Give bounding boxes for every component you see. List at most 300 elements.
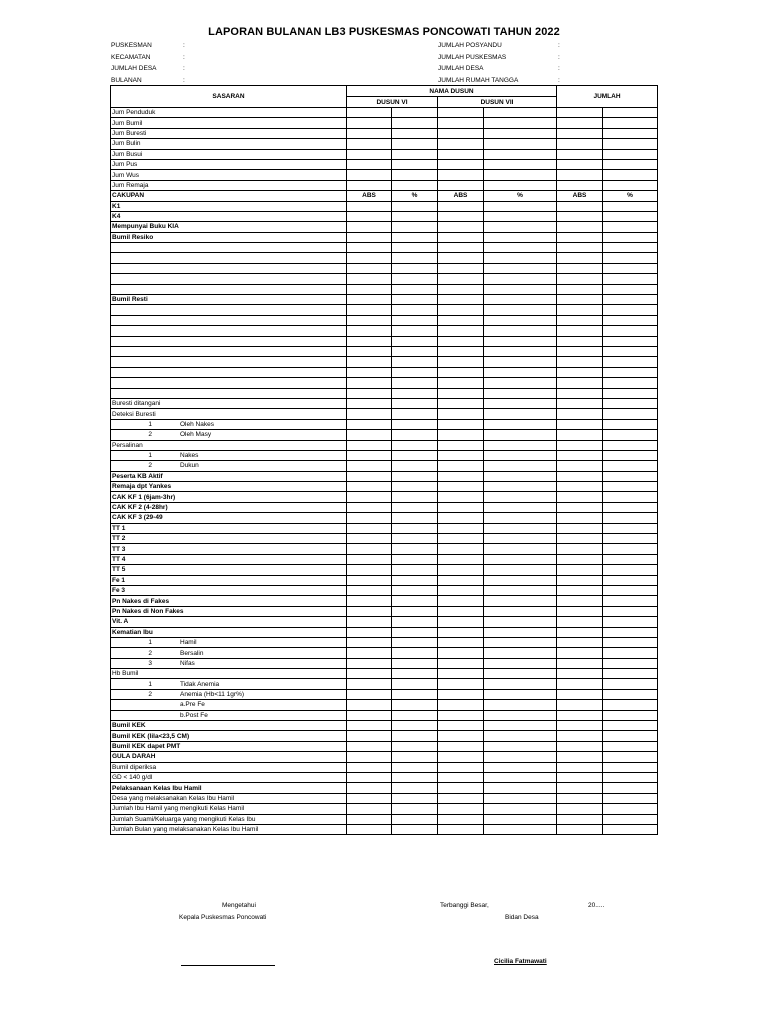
- value-cell: [438, 315, 484, 325]
- value-cell: [603, 700, 658, 710]
- value-cell: [438, 108, 484, 118]
- table-row: [111, 128, 658, 138]
- value-cell: [557, 679, 603, 689]
- value-cell: [484, 388, 557, 398]
- value-cell: [557, 305, 603, 315]
- value-cell: [484, 326, 557, 336]
- sub-label: Oleh Nakes: [180, 420, 214, 428]
- value-cell: [603, 554, 658, 564]
- value-cell: [603, 669, 658, 679]
- table-row: [111, 440, 658, 450]
- value-cell: [484, 108, 557, 118]
- value-cell: [603, 346, 658, 356]
- value-cell: [347, 492, 392, 502]
- value-cell: [484, 139, 557, 149]
- value-cell: [392, 824, 438, 834]
- table-row: [111, 492, 658, 502]
- meta-label: KECAMATAN: [111, 53, 151, 61]
- table-row: [111, 367, 658, 377]
- value-cell: [392, 658, 438, 668]
- value-cell: [603, 627, 658, 637]
- report-table: [110, 85, 658, 835]
- table-row: [111, 575, 658, 585]
- value-cell: [557, 253, 603, 263]
- value-cell: [557, 357, 603, 367]
- table-row: [111, 346, 658, 356]
- value-cell: [603, 482, 658, 492]
- value-cell: [438, 378, 484, 388]
- value-cell: [347, 128, 392, 138]
- meta-row: [438, 40, 568, 52]
- sasaran-cell: [111, 689, 347, 699]
- value-cell: [347, 752, 392, 762]
- value-cell: [438, 398, 484, 408]
- table-row: [111, 669, 658, 679]
- value-cell: [603, 159, 658, 169]
- value-cell: [603, 419, 658, 429]
- value-cell: [557, 263, 603, 273]
- value-cell: [347, 305, 392, 315]
- meta-row: [438, 52, 568, 64]
- value-cell: [438, 222, 484, 232]
- value-cell: [392, 295, 438, 305]
- sasaran-cell: [111, 284, 347, 294]
- value-cell: [438, 159, 484, 169]
- value-cell: [392, 253, 438, 263]
- table-row: [111, 409, 658, 419]
- sasaran-cell: [111, 315, 347, 325]
- value-cell: [438, 513, 484, 523]
- value-cell: [438, 139, 484, 149]
- value-cell: [557, 804, 603, 814]
- value-cell: [392, 627, 438, 637]
- value-cell: [484, 534, 557, 544]
- value-cell: [557, 388, 603, 398]
- value-cell: [392, 274, 438, 284]
- value-cell: [484, 471, 557, 481]
- value-cell: [557, 336, 603, 346]
- value-cell: [484, 773, 557, 783]
- header-dusun-vii: DUSUN VII: [438, 97, 557, 108]
- mengetahui-label: Mengetahui: [222, 902, 256, 909]
- sub-label: Nakes: [180, 452, 199, 460]
- value-cell: [438, 710, 484, 720]
- sasaran-cell: [111, 326, 347, 336]
- value-cell: [603, 180, 658, 190]
- sasaran-cell: Bumil Resti: [111, 295, 347, 305]
- sasaran-cell: TT 3: [111, 544, 347, 554]
- value-cell: [347, 450, 392, 460]
- value-cell: [392, 773, 438, 783]
- value-cell: [438, 367, 484, 377]
- sub-number: 1: [148, 420, 152, 428]
- value-cell: [392, 159, 438, 169]
- value-cell: [557, 783, 603, 793]
- meta-row: [111, 40, 193, 52]
- value-cell: [438, 824, 484, 834]
- kepala-signature-line: [181, 965, 275, 966]
- value-cell: [347, 284, 392, 294]
- value-cell: [603, 222, 658, 232]
- value-cell: [347, 378, 392, 388]
- value-cell: [347, 149, 392, 159]
- value-cell: [603, 263, 658, 273]
- value-cell: [438, 617, 484, 627]
- sasaran-cell: CAKUPAN: [111, 191, 347, 201]
- value-cell: [557, 274, 603, 284]
- value-cell: [392, 596, 438, 606]
- value-cell: [347, 575, 392, 585]
- table-row: [111, 305, 658, 315]
- value-cell: [557, 721, 603, 731]
- value-cell: [603, 461, 658, 471]
- value-cell: [557, 762, 603, 772]
- value-cell: [392, 554, 438, 564]
- value-cell: [392, 585, 438, 595]
- value-cell: [484, 461, 557, 471]
- value-cell: [603, 648, 658, 658]
- value-cell: [557, 658, 603, 668]
- value-cell: [557, 409, 603, 419]
- table-row: [111, 731, 658, 741]
- table-row: [111, 326, 658, 336]
- table-row: [111, 315, 658, 325]
- value-cell: [557, 450, 603, 460]
- sasaran-cell: Deteksi Buresti: [111, 409, 347, 419]
- sasaran-cell: Jum Pus: [111, 159, 347, 169]
- value-cell: [603, 617, 658, 627]
- value-cell: [347, 180, 392, 190]
- sasaran-cell: CAK KF 3 (29-49: [111, 513, 347, 523]
- value-cell: [438, 669, 484, 679]
- value-cell: [557, 180, 603, 190]
- value-cell: [438, 793, 484, 803]
- value-cell: [484, 482, 557, 492]
- value-cell: [557, 741, 603, 751]
- value-cell: [438, 606, 484, 616]
- value-cell: [392, 409, 438, 419]
- value-cell: [392, 108, 438, 118]
- value-cell: [557, 523, 603, 533]
- value-cell: [557, 471, 603, 481]
- value-cell: [484, 523, 557, 533]
- sasaran-cell: Jumlah Bulan yang melaksanakan Kelas Ibu Hamil: [111, 824, 347, 834]
- sub-label: Tidak Anemia: [180, 680, 220, 688]
- value-cell: [392, 232, 438, 242]
- value-cell: [392, 222, 438, 232]
- value-cell: [484, 648, 557, 658]
- value-cell: [484, 627, 557, 637]
- value-cell: [347, 565, 392, 575]
- value-cell: [347, 253, 392, 263]
- value-cell: [438, 461, 484, 471]
- value-cell: [603, 357, 658, 367]
- value-cell: [392, 814, 438, 824]
- sasaran-cell: [111, 243, 347, 253]
- value-cell: [347, 295, 392, 305]
- table-row: [111, 232, 658, 242]
- value-cell: [347, 430, 392, 440]
- value-cell: [347, 689, 392, 699]
- sub-label: Oleh Masy: [180, 431, 212, 439]
- value-cell: [484, 783, 557, 793]
- bidan-name: Cicilia Fatmawati: [494, 958, 547, 965]
- value-cell: [347, 170, 392, 180]
- value-cell: [347, 700, 392, 710]
- table-row: [111, 710, 658, 720]
- value-cell: [603, 471, 658, 481]
- sasaran-cell: [111, 648, 347, 658]
- value-cell: [484, 211, 557, 221]
- sasaran-cell: Bumil KEK: [111, 721, 347, 731]
- value-cell: [438, 627, 484, 637]
- value-cell: [392, 700, 438, 710]
- value-cell: [603, 773, 658, 783]
- table-row: [111, 398, 658, 408]
- value-cell: [438, 721, 484, 731]
- table-row: [111, 482, 658, 492]
- value-cell: [392, 346, 438, 356]
- sub-number: 1: [148, 452, 152, 460]
- value-cell: [484, 201, 557, 211]
- meta-row: [111, 52, 193, 64]
- value-cell: [603, 118, 658, 128]
- value-cell: [557, 689, 603, 699]
- sasaran-cell: Bumil Resiko: [111, 232, 347, 242]
- report-title: LAPORAN BULANAN LB3 PUSKESMAS PONCOWATI TAHUN 2022: [208, 26, 560, 38]
- value-cell: [603, 128, 658, 138]
- value-cell: [484, 596, 557, 606]
- meta-right: [438, 40, 568, 86]
- value-cell: [392, 450, 438, 460]
- value-cell: [392, 575, 438, 585]
- table-row: [111, 159, 658, 169]
- sasaran-cell: K1: [111, 201, 347, 211]
- meta-label: JUMLAH DESA: [438, 65, 484, 72]
- value-cell: [347, 388, 392, 398]
- value-cell: [557, 617, 603, 627]
- value-cell: [392, 398, 438, 408]
- value-cell: %: [603, 191, 658, 201]
- value-cell: [484, 585, 557, 595]
- value-cell: [603, 741, 658, 751]
- value-cell: [392, 752, 438, 762]
- value-cell: [557, 139, 603, 149]
- value-cell: [392, 378, 438, 388]
- value-cell: [347, 326, 392, 336]
- value-cell: [438, 450, 484, 460]
- value-cell: [484, 409, 557, 419]
- value-cell: [438, 149, 484, 159]
- value-cell: [557, 534, 603, 544]
- table-row: [111, 419, 658, 429]
- meta-row: [438, 63, 568, 75]
- table-row: [111, 783, 658, 793]
- value-cell: [347, 814, 392, 824]
- value-cell: [557, 669, 603, 679]
- value-cell: [484, 804, 557, 814]
- value-cell: [438, 326, 484, 336]
- value-cell: [557, 606, 603, 616]
- value-cell: [603, 108, 658, 118]
- table-row: [111, 523, 658, 533]
- sasaran-cell: Jum Remaja: [111, 180, 347, 190]
- table-row: [111, 170, 658, 180]
- table-row: [111, 263, 658, 273]
- value-cell: [392, 648, 438, 658]
- value-cell: [603, 814, 658, 824]
- value-cell: [603, 232, 658, 242]
- value-cell: [557, 814, 603, 824]
- sasaran-cell: Fe 3: [111, 585, 347, 595]
- value-cell: [392, 461, 438, 471]
- value-cell: [557, 419, 603, 429]
- table-row: [111, 253, 658, 263]
- value-cell: [438, 648, 484, 658]
- sasaran-cell: TT 2: [111, 534, 347, 544]
- value-cell: [392, 284, 438, 294]
- value-cell: [392, 606, 438, 616]
- value-cell: [438, 305, 484, 315]
- value-cell: [347, 523, 392, 533]
- sasaran-cell: [111, 679, 347, 689]
- value-cell: [484, 544, 557, 554]
- value-cell: [438, 575, 484, 585]
- value-cell: [392, 357, 438, 367]
- value-cell: [557, 315, 603, 325]
- value-cell: [347, 679, 392, 689]
- table-row: [111, 762, 658, 772]
- value-cell: [603, 295, 658, 305]
- sasaran-cell: Vit. A: [111, 617, 347, 627]
- value-cell: [603, 253, 658, 263]
- value-cell: [557, 544, 603, 554]
- table-row: [111, 139, 658, 149]
- value-cell: %: [484, 191, 557, 201]
- value-cell: [603, 201, 658, 211]
- value-cell: [438, 544, 484, 554]
- value-cell: [392, 565, 438, 575]
- table-row: [111, 793, 658, 803]
- value-cell: [603, 544, 658, 554]
- header-sasaran: SASARAN: [111, 86, 347, 108]
- value-cell: [557, 211, 603, 221]
- value-cell: [438, 658, 484, 668]
- value-cell: [484, 159, 557, 169]
- value-cell: [438, 585, 484, 595]
- value-cell: [347, 367, 392, 377]
- sasaran-cell: Kematian Ibu: [111, 627, 347, 637]
- value-cell: [603, 388, 658, 398]
- meta-colon: :: [183, 76, 185, 84]
- value-cell: [347, 710, 392, 720]
- value-cell: [392, 762, 438, 772]
- value-cell: [484, 814, 557, 824]
- value-cell: [603, 450, 658, 460]
- value-cell: [438, 409, 484, 419]
- value-cell: [484, 315, 557, 325]
- value-cell: [347, 627, 392, 637]
- value-cell: [557, 440, 603, 450]
- value-cell: [484, 700, 557, 710]
- value-cell: [557, 793, 603, 803]
- value-cell: [484, 824, 557, 834]
- table-row: [111, 721, 658, 731]
- value-cell: [347, 201, 392, 211]
- value-cell: [603, 305, 658, 315]
- table-row: [111, 149, 658, 159]
- value-cell: [603, 284, 658, 294]
- sasaran-cell: [111, 346, 347, 356]
- value-cell: [557, 461, 603, 471]
- value-cell: [392, 741, 438, 751]
- value-cell: [438, 814, 484, 824]
- table-row: [111, 554, 658, 564]
- value-cell: [484, 721, 557, 731]
- value-cell: [438, 419, 484, 429]
- value-cell: [438, 274, 484, 284]
- value-cell: [392, 482, 438, 492]
- value-cell: [603, 398, 658, 408]
- value-cell: [484, 606, 557, 616]
- value-cell: [438, 762, 484, 772]
- table-row: [111, 617, 658, 627]
- value-cell: [484, 554, 557, 564]
- value-cell: [347, 159, 392, 169]
- sasaran-cell: TT 1: [111, 523, 347, 533]
- table-row: [111, 180, 658, 190]
- value-cell: [392, 534, 438, 544]
- meta-colon: :: [558, 42, 560, 49]
- sasaran-cell: Jum Bumil: [111, 118, 347, 128]
- value-cell: [603, 502, 658, 512]
- value-cell: [347, 243, 392, 253]
- table-row: [111, 627, 658, 637]
- table-row: [111, 534, 658, 544]
- sasaran-cell: [111, 710, 347, 720]
- value-cell: [557, 128, 603, 138]
- sasaran-cell: Peserta KB Aktif: [111, 471, 347, 481]
- value-cell: [603, 170, 658, 180]
- sasaran-cell: [111, 388, 347, 398]
- value-cell: [392, 689, 438, 699]
- meta-label: JUMLAH POSYANDU: [438, 42, 502, 49]
- value-cell: [603, 606, 658, 616]
- value-cell: [484, 502, 557, 512]
- table-row: [111, 336, 658, 346]
- value-cell: [557, 118, 603, 128]
- value-cell: [484, 637, 557, 647]
- value-cell: [438, 482, 484, 492]
- sub-number: 2: [148, 462, 152, 470]
- value-cell: [347, 773, 392, 783]
- value-cell: [438, 752, 484, 762]
- value-cell: [603, 824, 658, 834]
- value-cell: [557, 637, 603, 647]
- value-cell: [484, 419, 557, 429]
- sub-label: Dukun: [180, 462, 199, 470]
- table-row: [111, 450, 658, 460]
- sub-label: a.Pre Fe: [180, 701, 205, 709]
- value-cell: [347, 409, 392, 419]
- value-cell: [603, 211, 658, 221]
- table-row: [111, 658, 658, 668]
- value-cell: [347, 440, 392, 450]
- value-cell: [603, 409, 658, 419]
- sasaran-cell: Desa yang melaksanakan Kelas Ibu Hamil: [111, 793, 347, 803]
- value-cell: [347, 637, 392, 647]
- value-cell: [347, 471, 392, 481]
